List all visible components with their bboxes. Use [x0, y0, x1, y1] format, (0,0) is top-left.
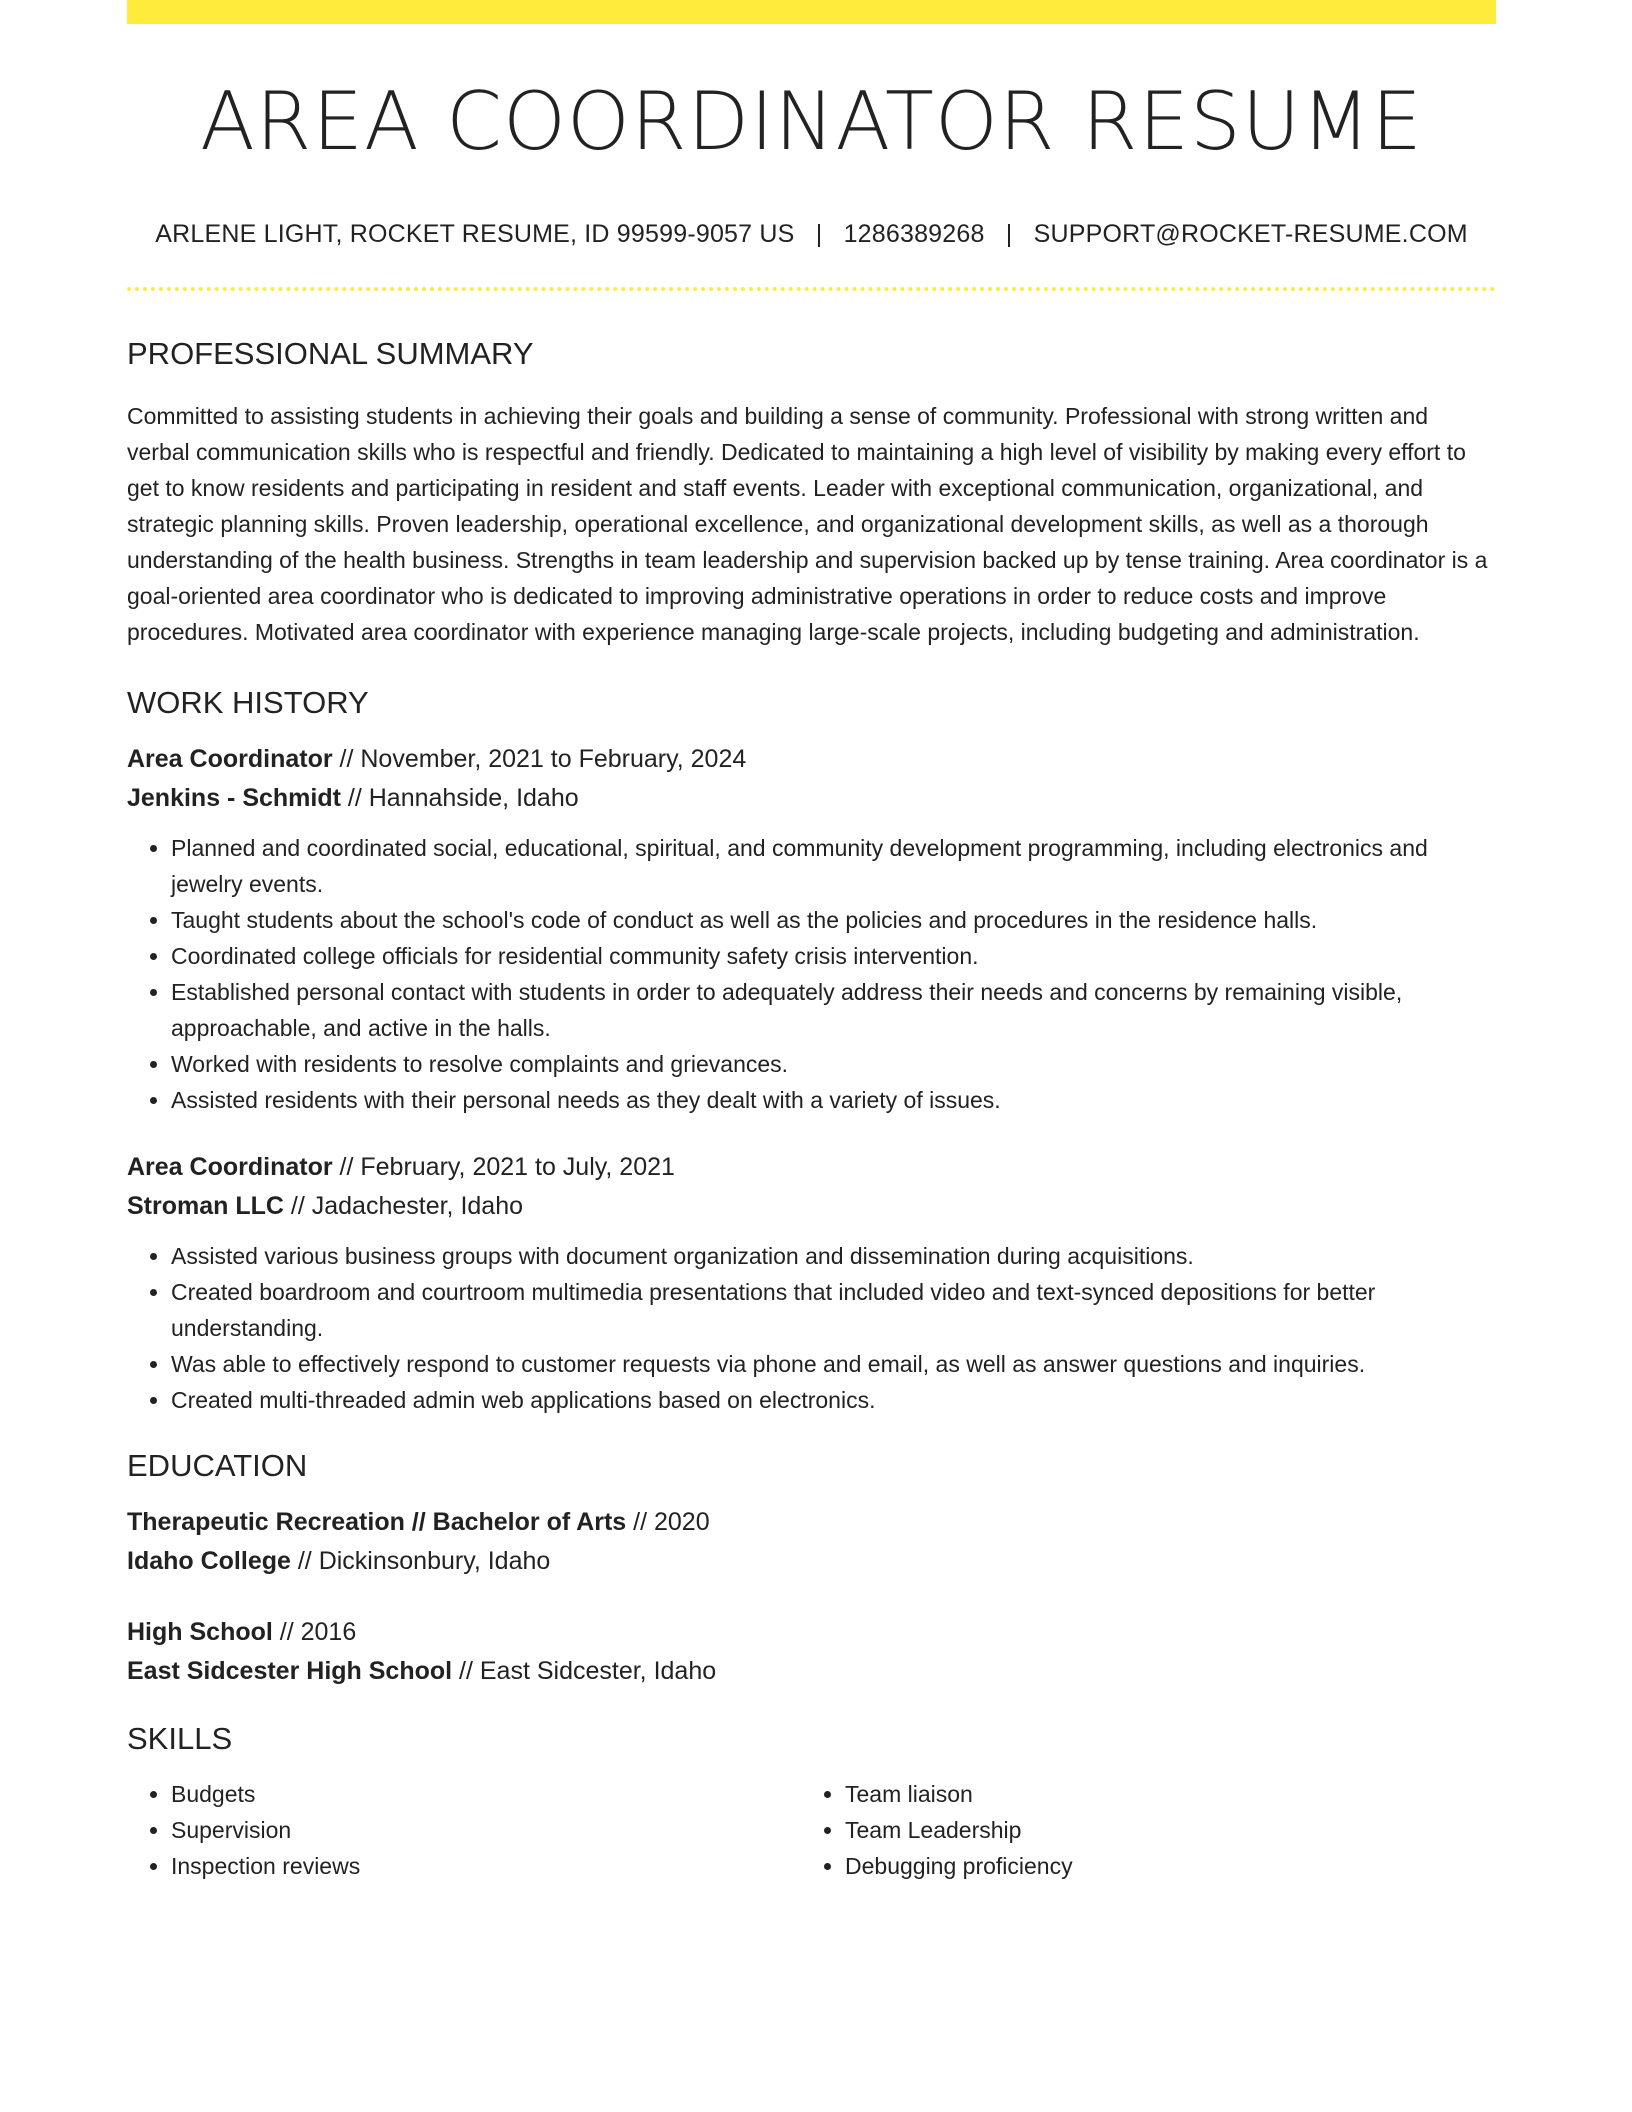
job-bullets: [127, 1238, 1496, 1418]
skill-item: • Debugging proficiency: [845, 1848, 1475, 1884]
job-title-line: [127, 1148, 1496, 1187]
job-company-line: [127, 1187, 1496, 1226]
education-school: East Sidcester High School: [127, 1657, 453, 1685]
contact-phone: 1286389268: [843, 220, 985, 248]
education-year: // 2020: [626, 1508, 710, 1536]
skill-item: • Budgets: [171, 1776, 801, 1812]
contact-email: SUPPORT@ROCKET-RESUME.COM: [1033, 220, 1468, 248]
job-bullet: • Was able to effectively respond to customer requests via phone and email, as well as answer questions and inquiries.: [171, 1346, 1496, 1382]
skill-item: • Inspection reviews: [171, 1848, 801, 1884]
job-dates: // February, 2021 to July, 2021: [332, 1153, 675, 1181]
job-bullet: • Established personal contact with students in order to adequately address their needs and concerns by remaining visible, approachable, and active in the halls.: [171, 974, 1496, 1046]
skills-grid: [127, 1776, 1496, 1884]
education-degree-line: [127, 1503, 1496, 1542]
job-bullet: • Coordinated college officials for residential community safety crisis intervention.: [171, 938, 1496, 974]
job-title-line: [127, 740, 1496, 779]
skills-column-right: [801, 1776, 1475, 1884]
skill-item: • Supervision: [171, 1812, 801, 1848]
education-degree: High School: [127, 1618, 273, 1646]
job-bullet: • Taught students about the school's code of conduct as well as the policies and procedures in the residence halls.: [171, 902, 1496, 938]
dotted-divider: [127, 287, 1496, 291]
education-entry: [127, 1503, 1496, 1581]
accent-top-bar: [127, 0, 1496, 24]
job-bullet: • Assisted residents with their personal needs as they dealt with a variety of issues.: [171, 1082, 1496, 1118]
contact-separator: |: [815, 220, 823, 248]
contact-line: [127, 222, 1496, 247]
summary-heading: PROFESSIONAL SUMMARY: [127, 336, 534, 371]
education-location: // Dickinsonbury, Idaho: [290, 1547, 551, 1575]
education-location: // East Sidcester, Idaho: [452, 1657, 717, 1685]
education-degree: Therapeutic Recreation // Bachelor of Arts: [127, 1508, 627, 1536]
education-school-line: [127, 1542, 1496, 1581]
job-bullet: • Created boardroom and courtroom multimedia presentations that included video and text-synced depositions for better understanding.: [171, 1274, 1496, 1346]
resume-page: [127, 0, 1496, 1884]
education-degree-line: [127, 1613, 1496, 1652]
skills-column-left: [127, 1776, 801, 1884]
job-dates: // November, 2021 to February, 2024: [332, 745, 747, 773]
job-company: Stroman LLC: [127, 1192, 284, 1220]
job-location: // Jadachester, Idaho: [283, 1192, 524, 1220]
resume-title: AREA COORDINATOR RESUME: [200, 75, 1423, 168]
job-company: Jenkins - Schmidt: [127, 784, 341, 812]
education-school: Idaho College: [127, 1547, 291, 1575]
education-school-line: [127, 1652, 1496, 1691]
job-title: Area Coordinator: [127, 1153, 333, 1181]
job-location: // Hannahside, Idaho: [340, 784, 579, 812]
job-company-line: [127, 779, 1496, 818]
skills-heading: SKILLS: [127, 1721, 233, 1756]
contact-address: ARLENE LIGHT, ROCKET RESUME, ID 99599-9057 US: [155, 220, 795, 248]
education-entry: [127, 1613, 1496, 1691]
job-bullet: • Created multi-threaded admin web applications based on electronics.: [171, 1382, 1496, 1418]
job-entry: [127, 1148, 1496, 1418]
job-bullet: • Planned and coordinated social, educational, spiritual, and community development programming, including electronics and jewelry events.: [171, 830, 1496, 902]
skill-item: • Team Leadership: [845, 1812, 1475, 1848]
job-bullet: • Worked with residents to resolve complaints and grievances.: [171, 1046, 1496, 1082]
education-heading: EDUCATION: [127, 1448, 308, 1483]
job-bullets: [127, 830, 1496, 1118]
work-history-heading: WORK HISTORY: [127, 685, 369, 720]
skill-item: • Team liaison: [845, 1776, 1475, 1812]
job-title: Area Coordinator: [127, 745, 333, 773]
education-year: // 2016: [272, 1618, 357, 1646]
job-bullet: • Assisted various business groups with document organization and dissemination during acquisitions.: [171, 1238, 1496, 1274]
contact-separator: |: [1005, 220, 1013, 248]
job-entry: [127, 740, 1496, 1118]
summary-text: Committed to assisting students in achieving their goals and building a sense of community. Professional with strong written and verbal communication skills who is respectful and friendly. Dedicated to maintaining a high level of visibility by making every effort to get to know residents and participating in resident and staff events. Leader with exceptional communication, organizational, and strategic planning skills. Proven leadership, operational excellence, and organizational development skills, as well as a thorough understanding of the health business. Strengths in team leadership and supervision backed up by tense training. Area coordinator is a goal-oriented area coordinator who is dedicated to improving administrative operations in order to reduce costs and improve procedures. Motivated area coordinator with experience managing large-scale projects, including budgeting and administration.: [127, 403, 1488, 645]
